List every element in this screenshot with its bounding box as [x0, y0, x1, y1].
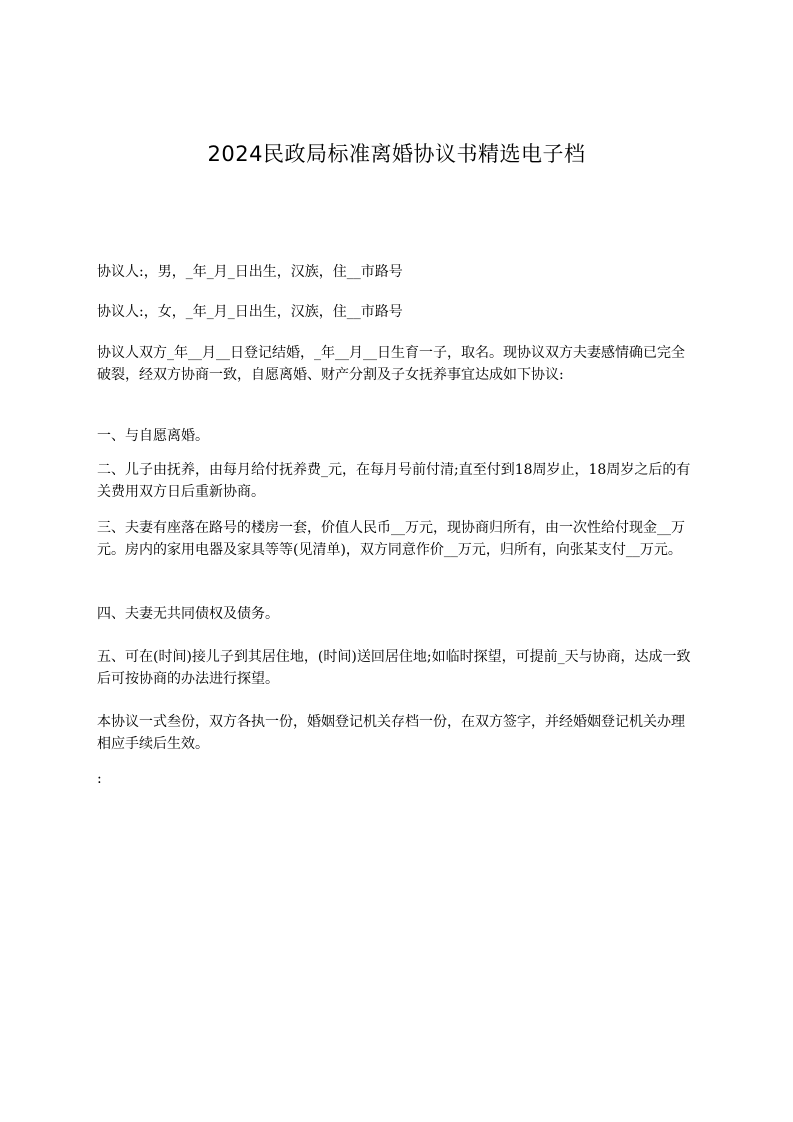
paragraph-party-male: 协议人:，男，_年_月_日出生，汉族，住__市路号: [97, 264, 403, 280]
paragraph-validity: 本协议一式叁份，双方各执一份，婚姻登记机关存档一份，在双方签字，并经婚姻登记机关办理相应手续后生效。: [97, 714, 685, 752]
document-title: 2024民政局标准离婚协议书精选电子档: [207, 142, 586, 166]
paragraph-clause-2: 二、儿子由抚养，由每月给付抚养费_元，在每月号前付清;直至付到18周岁止，18周岁之后的有关费用双方日后重新协商。: [97, 462, 691, 500]
paragraph-intro: 协议人双方_年__月__日登记结婚，_年__月__日生育一子，取名。现协议双方夫妻感情确已完全破裂，经双方协商一致，自愿离婚、财产分割及子女抚养事宜达成如下协议:: [97, 345, 685, 383]
paragraph-trailing-colon: :: [97, 771, 102, 787]
paragraph-clause-5: 五、可在(时间)接儿子到其居住地，(时间)送回居住地;如临时探望，可提前_天与协商，达成一致后可按协商的办法进行探望。: [97, 649, 691, 687]
paragraph-clause-1: 一、与自愿离婚。: [97, 428, 209, 444]
paragraph-clause-3: 三、夫妻有座落在路号的楼房一套，价值人民币__万元，现协商归所有，由一次性给付现金__万元。房内的家用电器及家具等等(见清单)，双方同意作价__万元，归所有，向张某支付__万元。: [97, 520, 685, 558]
paragraph-clause-4: 四、夫妻无共同债权及债务。: [97, 606, 279, 622]
paragraph-party-female: 协议人:，女，_年_月_日出生，汉族，住__市路号: [97, 304, 403, 320]
